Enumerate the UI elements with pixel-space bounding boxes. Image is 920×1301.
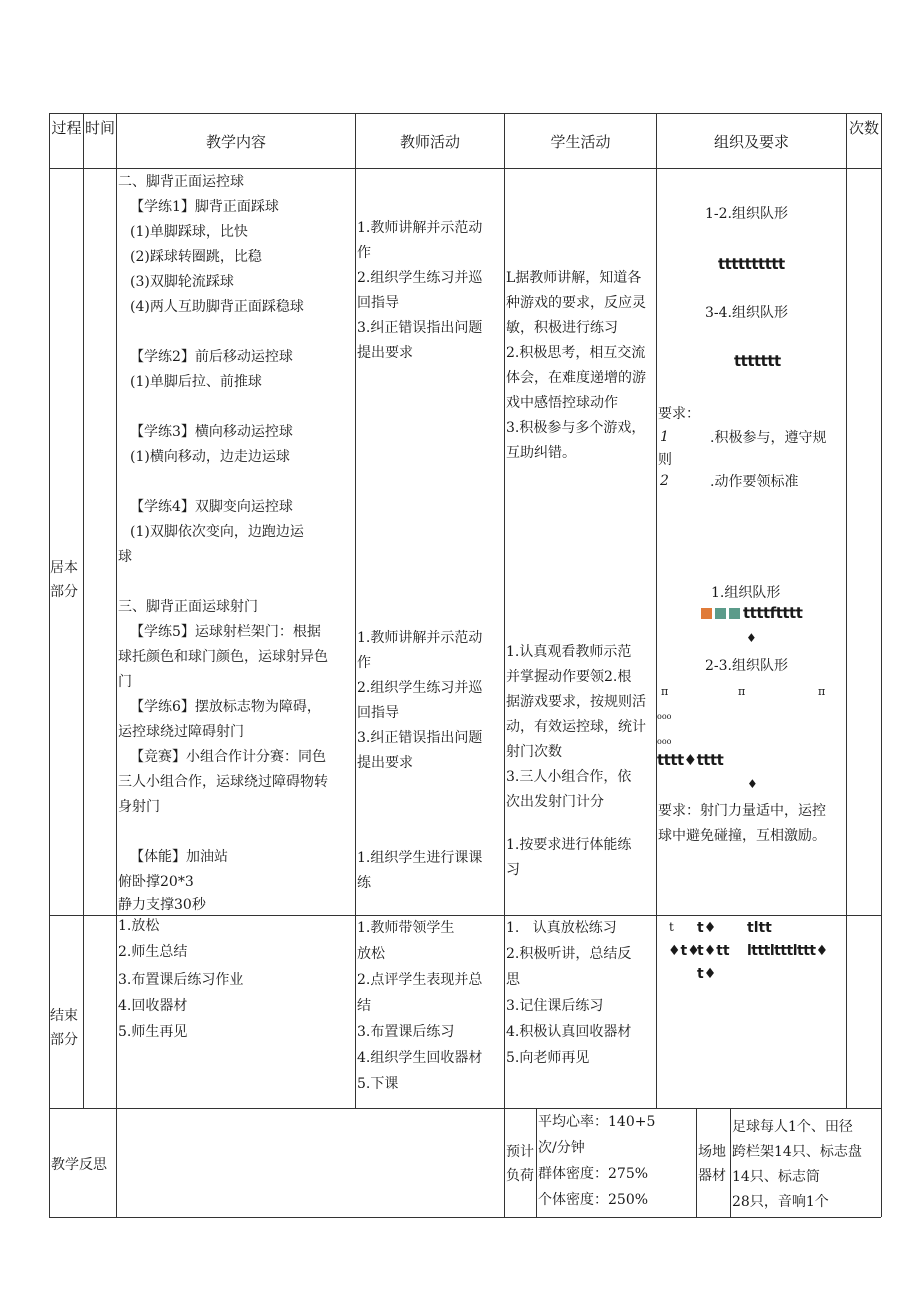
load-label-2: 负荷 xyxy=(506,1168,534,1184)
content-line: 【竞赛】小组合作计分赛：同色 xyxy=(130,749,326,765)
formation-row-c xyxy=(701,601,802,627)
student-line: 次出发射门计分 xyxy=(506,794,604,810)
basic-content-list xyxy=(118,170,328,915)
diamond-marker: ♦ xyxy=(746,631,757,645)
col-divider-student xyxy=(656,113,657,1108)
end-org-marker: tltt xyxy=(747,920,772,936)
end-student-list xyxy=(506,915,631,1071)
teacher-activity-b xyxy=(357,626,482,776)
end-org-marker: t♦tt xyxy=(697,943,730,959)
venue-line: 跨栏架14只、标志盘 xyxy=(732,1144,862,1160)
end-student-line: 思 xyxy=(506,972,520,988)
teacher-line: 提出要求 xyxy=(357,345,413,361)
content-line: (1)单脚后拉、前推球 xyxy=(130,374,262,390)
teacher-activity-c xyxy=(357,846,482,896)
content-line: 球托颜色和球门颜色，运球射异色 xyxy=(118,649,328,665)
student-line: 互助纠错。 xyxy=(506,445,576,461)
teacher-line: 2.组织学生练习并巡 xyxy=(357,680,483,696)
venue-equipment xyxy=(732,1115,862,1215)
end-content-line: 1.放松 xyxy=(118,918,160,934)
header-time: 时间 xyxy=(84,119,115,137)
formation-row-b: ttttttt xyxy=(734,352,781,370)
col-divider-org xyxy=(846,113,847,1108)
table-border-right xyxy=(881,113,882,1217)
col-divider-time xyxy=(116,113,117,1217)
end-teacher-line: 5.下课 xyxy=(357,1076,399,1092)
formation-row-a: tttttttttt xyxy=(718,255,785,273)
teacher-line: 1.组织学生进行课课 xyxy=(357,850,483,866)
end-student-line: 2.积极听讲，总结反 xyxy=(506,946,632,962)
content-line xyxy=(118,395,328,420)
requirement-title: 要求： xyxy=(658,406,700,422)
content-line: 二、脚背正面运控球 xyxy=(118,174,244,190)
header-count: 次数 xyxy=(848,119,879,137)
end-student-line: 4.积极认真回收器材 xyxy=(506,1024,632,1040)
student-line: 戏中感悟控球动作 xyxy=(506,395,618,411)
header-content: 教学内容 xyxy=(205,133,266,151)
content-line xyxy=(118,570,328,595)
end-teacher-list xyxy=(357,915,482,1097)
table-border-top xyxy=(49,113,881,114)
teacher-line: 2.组织学生练习并巡 xyxy=(357,270,483,286)
table-border-bottom xyxy=(49,1217,881,1218)
content-line: 【学练5】运球射栏架门：根据 xyxy=(130,624,321,640)
student-activity-b xyxy=(506,640,646,815)
formation-label-d: 2-3.组织队形 xyxy=(705,658,788,674)
footer-divider-venue-label xyxy=(730,1108,731,1217)
goal-marker: π xyxy=(661,685,669,698)
end-student-line: 1. 认真放松练习 xyxy=(506,920,617,936)
content-line: (4)两人互助脚背正面踩稳球 xyxy=(130,299,304,315)
load-label-1: 预计 xyxy=(506,1144,534,1160)
reflection-label: 教学反思 xyxy=(51,1157,107,1173)
end-org-marker: t xyxy=(669,920,674,934)
student-line: 敏，积极进行练习 xyxy=(506,320,618,336)
header-process: 过程 xyxy=(51,119,82,137)
load-values xyxy=(538,1109,655,1213)
content-line: (1)双脚依次变向，边跑边运 xyxy=(130,524,304,540)
end-section-label-2: 部分 xyxy=(50,1032,78,1048)
header-org: 组织及要求 xyxy=(713,133,789,151)
header-student: 学生活动 xyxy=(550,133,611,151)
student-line: 种游戏的要求，反应灵 xyxy=(506,295,646,311)
content-line xyxy=(118,470,328,495)
end-content-list xyxy=(118,915,243,1045)
content-line: (3)双脚轮流踩球 xyxy=(130,274,234,290)
teacher-line: 1.教师讲解并示范动 xyxy=(357,630,483,646)
load-line: 个体密度：250% xyxy=(538,1192,649,1208)
content-line: (1)单脚踩球，比快 xyxy=(130,224,248,240)
load-line: 次/分钟 xyxy=(538,1140,585,1156)
goal-marker: π xyxy=(818,685,826,698)
header-teacher: 教师活动 xyxy=(399,133,460,151)
content-line: 【学练3】横向移动运控球 xyxy=(130,424,293,440)
student-line: 射门次数 xyxy=(506,744,562,760)
footer-divider xyxy=(49,1108,881,1109)
student-line: 动，有效运控球，统计 xyxy=(506,719,646,735)
col-divider-process xyxy=(83,113,84,1108)
end-content-line: 4.回收器材 xyxy=(118,998,188,1014)
end-teacher-line: 1.教师带领学生 xyxy=(357,920,455,936)
end-org-marker: ♦t♦ xyxy=(668,943,700,959)
student-line: 3.积极参与多个游戏， xyxy=(506,420,646,436)
content-line: 【学练1】脚背正面踩球 xyxy=(130,199,279,215)
table-header-divider xyxy=(49,168,881,169)
student-activity-a xyxy=(506,266,646,466)
student-line: 据游戏要求，按规则活 xyxy=(506,694,646,710)
marker-square-orange xyxy=(701,608,712,619)
requirement-2-text: .动作要领标准 xyxy=(710,474,799,490)
footer-divider-load-label xyxy=(536,1108,537,1217)
marker-square-teal xyxy=(729,608,740,619)
student-line: 并掌握动作要领2.根 xyxy=(506,669,632,685)
student-line: 体会，在难度递增的游 xyxy=(506,370,646,386)
content-line xyxy=(118,320,328,345)
formation-label-a: 1-2.组织队形 xyxy=(705,206,788,222)
teacher-line: 作 xyxy=(357,655,371,671)
venue-line: 28只，音响1个 xyxy=(732,1194,829,1210)
content-line: 静力支撑30秒 xyxy=(118,897,206,913)
formation-label-c: 1.组织队形 xyxy=(711,585,781,601)
content-line: 门 xyxy=(118,674,132,690)
student-line: L据教师讲解，知道各 xyxy=(506,270,642,286)
basic-section-label-2: 部分 xyxy=(50,584,78,600)
content-line: (2)踩球转圈跳，比稳 xyxy=(130,249,262,265)
content-line: 身射门 xyxy=(118,799,160,815)
requirement-1-number: 1 xyxy=(660,429,669,445)
end-teacher-line: 3.布置课后练习 xyxy=(357,1024,455,1040)
teacher-line: 3.纠正错误指出问题 xyxy=(357,730,483,746)
student-line: 1.认真观看教师示范 xyxy=(506,644,632,660)
end-student-line: 3.记住课后练习 xyxy=(506,998,604,1014)
cone-dots: ooo xyxy=(657,737,672,746)
end-teacher-line: 结 xyxy=(357,998,371,1014)
teacher-line: 回指导 xyxy=(357,705,399,721)
student-activity-c xyxy=(506,833,631,883)
diamond-marker: ♦ xyxy=(747,777,758,791)
formation-row-c-text: ttttftttt xyxy=(743,604,803,622)
end-teacher-line: 2.点评学生表现并总 xyxy=(357,972,483,988)
teacher-line: 1.教师讲解并示范动 xyxy=(357,220,483,236)
cone-dots: ooo xyxy=(657,712,672,721)
content-line xyxy=(118,820,328,845)
end-content-line: 3.布置课后练习作业 xyxy=(118,972,244,988)
requirement-1-tail: 则 xyxy=(658,452,672,468)
footer-divider-venue xyxy=(696,1108,697,1217)
student-line: 2.积极思考，相互交流 xyxy=(506,345,646,361)
content-line: 【学练6】摆放标志物为障碍， xyxy=(130,699,321,715)
teacher-line: 练 xyxy=(357,875,371,891)
formation-label-b: 3-4.组织队形 xyxy=(705,305,788,321)
basic-section-label-1: 居本 xyxy=(50,560,78,576)
teacher-line: 3.纠正错误指出问题 xyxy=(357,320,483,336)
venue-line: 足球每人1个、田径 xyxy=(732,1119,853,1135)
content-line: 球 xyxy=(118,549,132,565)
end-content-line: 2.师生总结 xyxy=(118,944,188,960)
requirement-c-line-1: 要求：射门力量适中，运控 xyxy=(658,803,826,819)
end-org-marker: ltttltttlttt♦ xyxy=(747,943,828,959)
student-line: 习 xyxy=(506,862,520,878)
venue-label-1: 场地 xyxy=(698,1144,726,1160)
load-line: 群体密度：275% xyxy=(538,1166,649,1182)
student-line: 1.按要求进行体能练 xyxy=(506,837,632,853)
teacher-line: 提出要求 xyxy=(357,755,413,771)
requirement-1-text: .积极参与，遵守规 xyxy=(710,430,827,446)
content-line: 俯卧撑20*3 xyxy=(118,874,194,890)
end-org-marker: t♦ xyxy=(697,966,717,982)
venue-label-2: 器材 xyxy=(698,1168,726,1184)
teacher-line: 回指导 xyxy=(357,295,399,311)
col-divider-content xyxy=(355,113,356,1108)
requirement-2-number: 2 xyxy=(660,473,669,489)
content-line: 三、脚背正面运球射门 xyxy=(118,599,258,615)
end-student-line: 5.向老师再见 xyxy=(506,1050,590,1066)
content-line: 三人小组合作，运球绕过障碍物转 xyxy=(118,774,328,790)
end-teacher-line: 放松 xyxy=(357,946,385,962)
end-teacher-line: 4.组织学生回收器材 xyxy=(357,1050,483,1066)
end-content-line: 5.师生再见 xyxy=(118,1024,188,1040)
student-line: 3.三人小组合作，依 xyxy=(506,769,632,785)
content-line: 【学练2】前后移动运控球 xyxy=(130,349,293,365)
goal-marker: π xyxy=(738,685,746,698)
marker-square-teal xyxy=(715,608,726,619)
end-section-label-1: 结束 xyxy=(50,1008,78,1024)
teacher-activity-a xyxy=(357,216,482,366)
content-line: 【学练4】双脚变向运控球 xyxy=(130,499,293,515)
content-line: (1)横向移动，边走边运球 xyxy=(130,449,290,465)
col-divider-teacher xyxy=(504,113,505,1217)
content-line: 运控球绕过障碍射门 xyxy=(118,724,244,740)
venue-line: 14只、标志筒 xyxy=(732,1169,820,1185)
formation-row-d: tttt♦tttt xyxy=(657,751,724,769)
teacher-line: 作 xyxy=(357,245,371,261)
load-line: 平均心率：140+5 xyxy=(538,1114,656,1130)
requirement-c-line-2: 球中避免碰撞，互相激励。 xyxy=(658,828,826,844)
content-line: 【体能】加油站 xyxy=(130,849,228,865)
end-org-marker: t♦ xyxy=(697,920,717,936)
